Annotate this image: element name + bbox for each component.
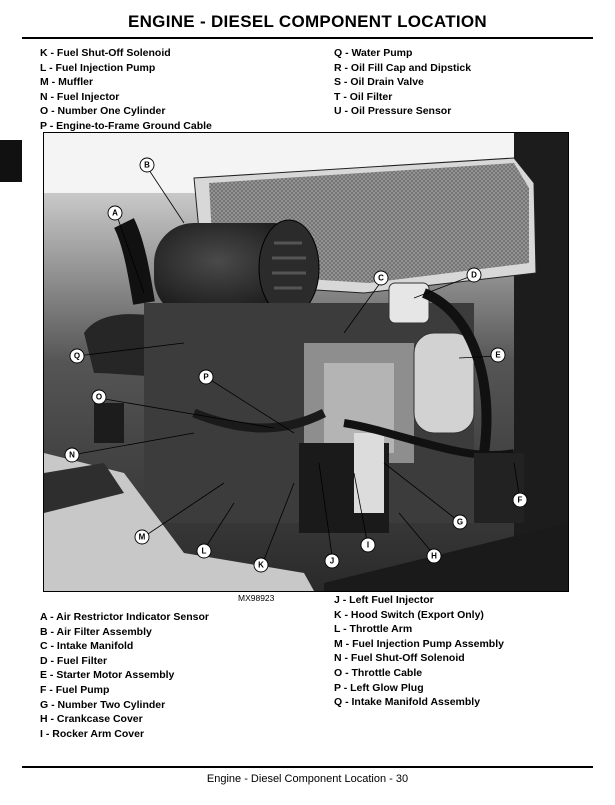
legend-item: Q - Water Pump	[334, 47, 413, 59]
legend-item: A - Air Restrictor Indicator Sensor	[40, 611, 210, 623]
legend-item: L - Throttle Arm	[334, 623, 413, 636]
legend-top-left	[40, 46, 212, 134]
legend-item: M - Fuel Injection Pump Assembly	[334, 637, 504, 650]
legend-item: F - Fuel Pump	[40, 683, 110, 696]
legend-item: J - Left Fuel Injector	[334, 594, 434, 606]
legend-item: O - Number One Cylinder	[40, 105, 166, 118]
callout-label: H	[431, 551, 437, 561]
callout-label: G	[456, 517, 464, 527]
legend-item: L - Fuel Injection Pump	[40, 61, 156, 74]
figure-caption: MX98923	[238, 593, 275, 603]
header-rule	[22, 37, 593, 39]
callout-label: L	[201, 546, 207, 556]
callout-label: E	[495, 350, 501, 360]
callout-label: O	[95, 392, 103, 402]
legend-bottom-right	[334, 593, 504, 710]
page-footer: Engine - Diesel Component Location - 30	[206, 773, 409, 785]
legend-item: K - Fuel Shut-Off Solenoid	[40, 47, 171, 59]
footer-rule	[22, 766, 593, 768]
engine-photo	[43, 132, 569, 592]
callout-label: B	[144, 160, 150, 170]
legend-item: N - Fuel Injector	[40, 90, 120, 103]
callout-label: K	[258, 560, 264, 570]
legend-item: E - Starter Motor Assembly	[40, 669, 175, 682]
legend-top-right	[334, 46, 471, 119]
callout-label: N	[69, 450, 75, 460]
legend-item: N - Fuel Shut-Off Solenoid	[334, 652, 465, 665]
callout-label: D	[471, 270, 477, 280]
legend-item: U - Oil Pressure Sensor	[334, 105, 452, 118]
section-tab	[0, 140, 22, 182]
legend-item: S - Oil Drain Valve	[334, 76, 424, 89]
legend-item: D - Fuel Filter	[40, 654, 108, 667]
callout-label: M	[138, 532, 146, 542]
legend-item: I - Rocker Arm Cover	[40, 727, 145, 740]
legend-item: P - Engine-to-Frame Ground Cable	[40, 119, 212, 132]
legend-item: K - Hood Switch (Export Only)	[334, 608, 484, 621]
callout-label: Q	[73, 351, 81, 361]
callout-label: F	[517, 495, 523, 505]
legend-item: H - Crankcase Cover	[40, 713, 143, 726]
legend-item: G - Number Two Cylinder	[40, 698, 166, 711]
legend-item: R - Oil Fill Cap and Dipstick	[334, 61, 472, 74]
callout-label: I	[366, 540, 370, 550]
legend-item: O - Throttle Cable	[334, 666, 423, 679]
callout-label: J	[329, 556, 335, 566]
legend-item: Q - Intake Manifold Assembly	[334, 696, 481, 709]
callout-label: P	[203, 372, 209, 382]
legend-item: M - Muffler	[40, 76, 94, 89]
callout-label: A	[112, 208, 118, 218]
legend-item: T - Oil Filter	[334, 90, 393, 103]
legend-item: B - Air Filter Assembly	[40, 625, 152, 638]
page-title: ENGINE - DIESEL COMPONENT LOCATION	[127, 12, 488, 31]
legend-item: P - Left Glow Plug	[334, 681, 424, 694]
callout-label: C	[378, 273, 384, 283]
legend-item: C - Intake Manifold	[40, 640, 134, 653]
legend-bottom-left	[40, 610, 209, 741]
